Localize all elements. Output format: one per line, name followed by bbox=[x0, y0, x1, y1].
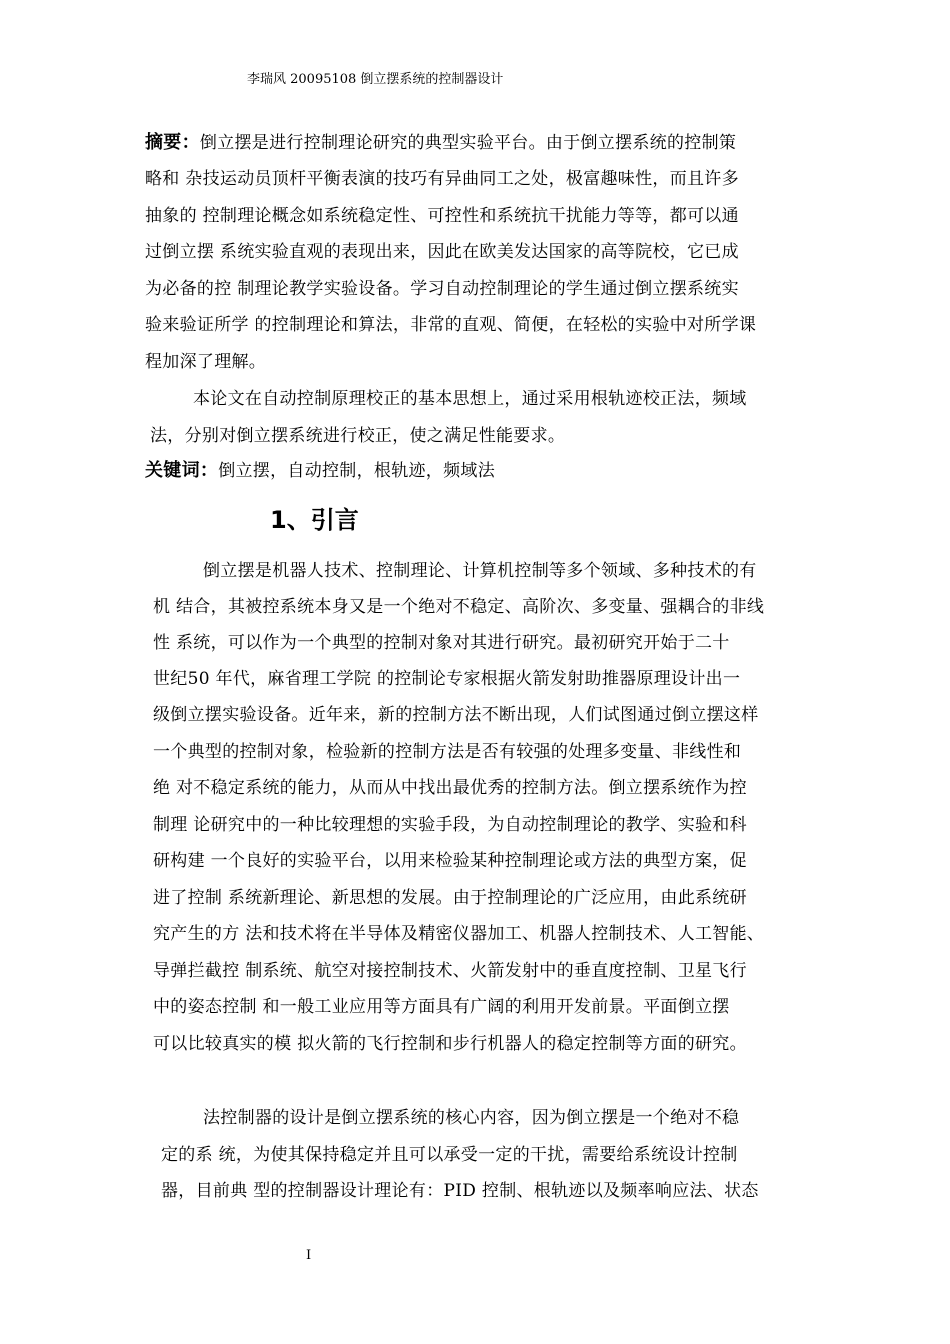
intro-line-4: 世纪50 年代，麻省理工学院 的控制论专家根据火箭发射助推器原理设计出一 bbox=[153, 669, 741, 689]
abstract-line-3: 抽象的 控制理论概念如系统稳定性、可控性和系统抗干扰能力等等，都可以通 bbox=[145, 206, 739, 226]
abstract-line-5: 为必备的控 制理论教学实验设备。学习自动控制理论的学生通过倒立摆系统实 bbox=[145, 279, 739, 299]
intro-line-14: 可以比较真实的模 拟火箭的飞行控制和步行机器人的稳定控制等方面的研究。 bbox=[153, 1034, 747, 1054]
intro-line-10: 进了控制 系统新理论、新思想的发展。由于控制理论的广泛应用，由此系统研 bbox=[153, 888, 747, 908]
intro-line-7: 绝 对不稳定系统的能力，从而从中找出最优秀的控制方法。倒立摆系统作为控 bbox=[153, 778, 747, 798]
abstract-line-2: 略和 杂技运动员顶杆平衡表演的技巧有异曲同工之处，极富趣味性，而且许多 bbox=[145, 169, 739, 189]
page-number: I bbox=[306, 1248, 312, 1263]
abstract-line-4: 过倒立摆 系统实验直观的表现出来，因此在欧美发达国家的高等院校，它已成 bbox=[145, 242, 739, 262]
abstract-line-1 bbox=[145, 128, 736, 154]
intro-line-12: 导弹拦截控 制系统、航空对接控制技术、火箭发射中的垂直度控制、卫星飞行 bbox=[153, 961, 747, 981]
page-header: 李瑞风 20095108 倒立摆系统的控制器设计 bbox=[247, 72, 504, 87]
intro-line-3: 性 系统，可以作为一个典型的控制对象对其进行研究。最初研究开始于二十 bbox=[153, 633, 730, 653]
section-heading: 1、引言 bbox=[270, 506, 359, 534]
abstract-para2-line-2: 法，分别对倒立摆系统进行校正，使之满足性能要求。 bbox=[150, 426, 566, 446]
abstract-line-6: 验来验证所学 的控制理论和算法，非常的直观、简便，在轻松的实验中对所学课 bbox=[145, 315, 757, 335]
abstract-para2-line-1: 本论文在自动控制原理校正的基本思想上，通过采用根轨迹校正法，频域 bbox=[193, 389, 747, 409]
keywords-line bbox=[145, 456, 495, 482]
intro-line-8: 制理 论研究中的一种比较理想的实验手段，为自动控制理论的教学、实验和科 bbox=[153, 815, 747, 835]
intro-line-2: 机 结合，其被控系统本身又是一个绝对不稳定、高阶次、多变量、强耦合的非线 bbox=[153, 597, 765, 617]
keywords-text: 倒立摆，自动控制，根轨迹，频域法 bbox=[218, 461, 496, 481]
abstract-line-7: 程加深了理解。 bbox=[145, 352, 267, 372]
intro-line-6: 一个典型的控制对象，检验新的控制方法是否有较强的处理多变量、非线性和 bbox=[153, 742, 742, 762]
keywords-label: 关键词： bbox=[145, 460, 219, 481]
abstract-text-1: 倒立摆是进行控制理论研究的典型实验平台。由于倒立摆系统的控制策 bbox=[199, 133, 737, 153]
intro-line-9: 研构建 一个良好的实验平台，以用来检验某种控制理论或方法的典型方案，促 bbox=[153, 851, 747, 871]
intro-para2-line-3: 器，目前典 型的控制器设计理论有：PID 控制、根轨迹以及频率响应法、状态 bbox=[161, 1181, 759, 1201]
intro-para2-line-2: 定的系 统，为使其保持稳定并且可以承受一定的干扰，需要给系统设计控制 bbox=[161, 1145, 738, 1165]
intro-line-1: 倒立摆是机器人技术、控制理论、计算机控制等多个领域、多种技术的有 bbox=[203, 561, 757, 581]
intro-line-13: 中的姿态控制 和一般工业应用等方面具有广阔的利用开发前景。平面倒立摆 bbox=[153, 997, 730, 1017]
intro-line-11: 究产生的方 法和技术将在半导体及精密仪器加工、机器人控制技术、人工智能、 bbox=[153, 924, 765, 944]
intro-para2-line-1: 法控制器的设计是倒立摆系统的核心内容，因为倒立摆是一个绝对不稳 bbox=[203, 1108, 740, 1128]
intro-line-5: 级倒立摆实验设备。近年来，新的控制方法不断出现，人们试图通过倒立摆这样 bbox=[153, 705, 759, 725]
abstract-label: 摘要： bbox=[145, 132, 200, 153]
